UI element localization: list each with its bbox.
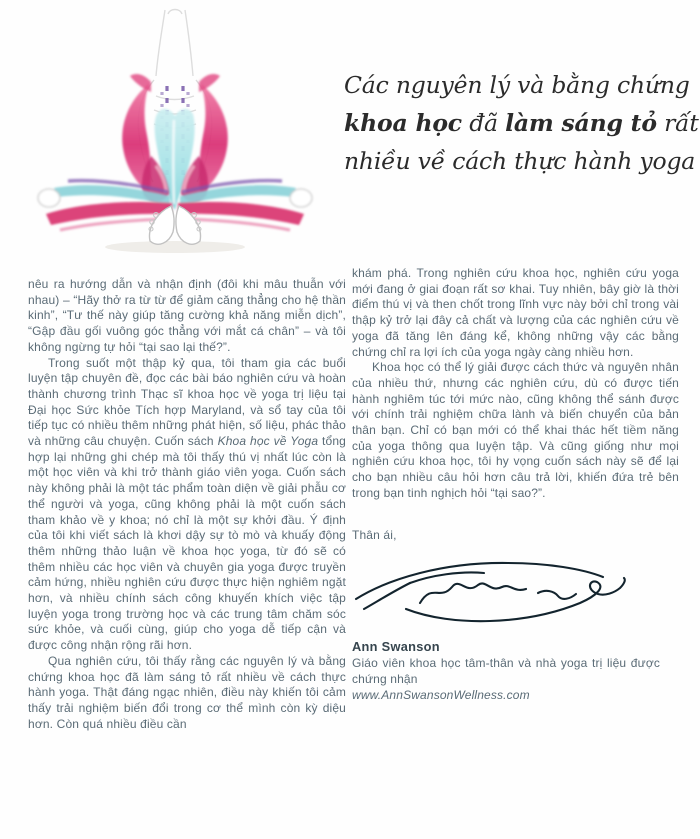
author-title: Giáo viên khoa học tâm-thân và nhà yoga trị liệu được chứng nhận [352, 655, 660, 686]
left-text-column [28, 277, 346, 732]
body-paragraph [28, 277, 346, 356]
yoga-anatomy-svg [18, 0, 332, 260]
pull-quote-line [344, 66, 690, 104]
text-segment: khám phá. Trong nghiên cứu khoa học, nghiên cứu yoga mới đang ở giai đoạn rất sơ khai. Tuy nhiên, bây giờ là thời điểm thú vị và then chốt trong lĩnh vực này bởi chỉ trong vài thập kỷ trở lại đây cả chất và lượng của các nghiên cứu về yoga đã tăng lên đáng kể, không những vậy các bằng chứng chỉ ra lợi ích của yoga ngày càng nhiều hơn. [352, 266, 679, 359]
pull-quote-line [344, 104, 699, 142]
body-paragraph [352, 360, 679, 501]
text-segment: Khoa học về Yoga [217, 434, 319, 449]
ground-shadow [105, 241, 245, 253]
text-segment: nhiều về cách thực hành yoga [344, 147, 696, 175]
text-segment: Khoa học có thể lý giải được cách thức và nguyên nhân của nhiều thứ, nhưng các nghiên cứu, dù có được tiến hành nghiêm túc tới mức nào, cũng không thể sánh được với chính trải nghiệm chữa lành và biến chuyển của bản thân bạn. Chỉ có bạn mới có thể khai thác hết tiềm năng của yoga thông qua luyện tập. Và cũng giống như mọi nghiên cứu khoa học, tôi hy vọng cuốn sách này sẽ để lại cho bạn nhiều câu hỏi hơn câu trả lời, khiến đứa trẻ bên trong bạn tinh nghịch hỏi “tại sao?”. [352, 360, 679, 500]
handwritten-signature [348, 549, 648, 637]
text-segment: khoa học [344, 109, 462, 137]
text-segment: rất [656, 109, 699, 137]
text-segment: Trong suốt một thập kỷ qua, tôi tham gia các buổi luyện tập chuyên đề, đọc các bài báo nghiên cứu và hoàn thành chương trình Thạc sĩ khoa học về yoga trị liệu tại Đại học Sức khỏe Tích hợp Maryland, và sổ tay của tôi tiếp tục có nhiều thêm những phát hiện, số liệu, phác thảo và những câu chuyện. Cuốn sách [28, 355, 346, 449]
author-name: Ann Swanson [352, 639, 440, 655]
body-paragraph [352, 266, 679, 360]
body-paragraph [28, 356, 346, 654]
text-segment: Qua nghiên cứu, tôi thấy rằng các nguyên lý và bằng chứng khoa học đã làm sáng tỏ rất nhiều về cách thực hành yoga. Thật đáng ngạc nhiên, điều này khiến tôi cảm thấy trải nghiệm biến đổi trong cơ thể mình còn kỳ diệu hơn. Còn quá nhiều điều cần [28, 653, 346, 731]
text-segment: làm sáng tỏ [505, 109, 657, 137]
body-paragraph [28, 654, 346, 733]
shoulder-muscle-left [130, 74, 151, 92]
text-segment: đã [461, 109, 506, 137]
right-text-column [352, 266, 679, 704]
yoga-anatomy-illustration [18, 0, 332, 260]
shoulder-muscle-right [199, 74, 220, 92]
text-segment: tổng hợp lại những ghi chép mà tôi thấy thú vị nhất lúc còn là một học viên và khi trở thành giáo viên yoga. Cuốn sách này không phải là một tác phẩm toàn diện về giải phẫu cơ thể người và yoga, cũng không phải là một cuốn sách tham khảo về y khoa; nó chỉ là một sự khởi đầu. Ý định của tôi khi viết sách là khơi dậy sự tò mò và khuấy động thêm những thảo luận về khoa học yoga, từ đó sẽ có thêm nhiều các học viên và chuyên gia yoga được truyền cảm hứng, nhiều nghiên cứu được thực hiện nghiêm ngặt hơn, và nhiều chính sách công khuyến khích việc tập luyện yoga trong trường học và các trung tâm chăm sóc sức khỏe, và cuối cùng, giúp cho yoga dễ tiếp cận và được công nhận rộng rãi hơn. [28, 434, 346, 653]
right-column-paragraphs [352, 266, 679, 502]
text-segment: Các nguyên lý và bằng chứng [344, 71, 690, 99]
closing-salutation: Thân ái, [352, 527, 397, 542]
text-segment: nêu ra hướng dẫn và nhận định (đôi khi mâu thuẫn với nhau) – “Hãy thở ra từ từ để giảm căng thẳng cho hệ thần kinh”, “Tư thế này giúp tăng cường khả năng miễn dịch”, “Gập đầu gối vuông góc thẳng với mắt cá chân” – và tôi không ngừng tự hỏi “tại sao lại thế?”. [28, 277, 346, 354]
pull-quote [344, 66, 699, 180]
pull-quote-line [344, 142, 696, 180]
leg-right [178, 181, 312, 230]
leg-left [38, 181, 172, 230]
author-website: www.AnnSwansonWellness.com [352, 688, 530, 703]
